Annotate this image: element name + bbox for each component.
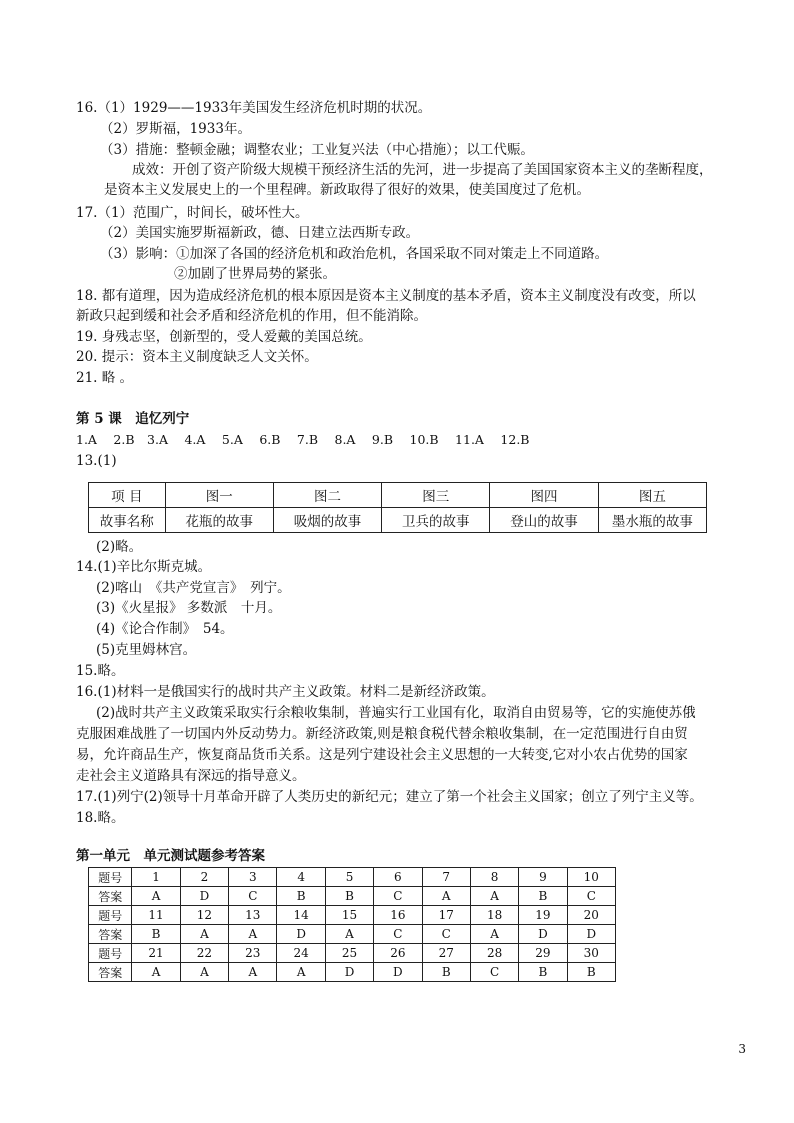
table-row	[89, 508, 707, 533]
l5-q16-2: (2)战时共产主义政策采取实行余粮收集制，普遍实行工业国有化，取消自由贸易等，它的实施使苏俄	[96, 705, 696, 721]
l5-q13-1: 13.(1)	[76, 453, 117, 469]
unit1-heading: 第一单元 单元测试题参考答案	[76, 848, 265, 864]
table-cell: D	[277, 925, 325, 944]
table-cell: 30	[567, 944, 615, 963]
table-cell: 13	[229, 906, 277, 925]
table-cell: A	[229, 925, 277, 944]
table-cell: D	[374, 963, 422, 982]
table-cell: 3	[229, 868, 277, 887]
table-cell: A	[470, 925, 518, 944]
table-cell: A	[180, 963, 228, 982]
table-cell: 题号	[89, 906, 132, 925]
table-cell: B	[277, 887, 325, 906]
answer-table	[88, 867, 616, 982]
table-cell: 4	[277, 868, 325, 887]
q20: 20. 提示：资本主义制度缺乏人文关怀。	[76, 349, 318, 365]
table-cell: B	[519, 887, 567, 906]
table-cell: 25	[325, 944, 373, 963]
table-cell: 卫兵的故事	[382, 508, 490, 533]
page-number: 3	[738, 1042, 746, 1056]
table-cell: 1	[132, 868, 180, 887]
table-cell: 登山的故事	[490, 508, 598, 533]
l5-q18: 18.略。	[76, 810, 125, 826]
table-cell: 5	[325, 868, 373, 887]
story-table	[88, 482, 707, 533]
table-cell: 图四	[490, 483, 598, 508]
table-cell: 8	[470, 868, 518, 887]
q17-2: （2）美国实施罗斯福新政，德、日建立法西斯专政。	[100, 225, 420, 241]
table-cell: B	[519, 963, 567, 982]
table-cell: B	[422, 963, 470, 982]
table-cell: 图五	[598, 483, 706, 508]
q17-3: （3）影响：①加深了各国的经济危机和政治危机，各国采取不同对策走上不同道路。	[100, 246, 609, 262]
table-cell: 20	[567, 906, 615, 925]
q18: 18. 都有道理，因为造成经济危机的根本原因是资本主义制度的基本矛盾，资本主义制度没有改变，所以	[76, 288, 696, 304]
table-cell: 28	[470, 944, 518, 963]
table-cell: C	[374, 887, 422, 906]
q16-3-effect-cont: 是资本主义发展史上的一个里程碑。新政取得了很好的效果，使美国度过了危机。	[104, 182, 590, 198]
table-cell: 故事名称	[89, 508, 166, 533]
table-cell: C	[374, 925, 422, 944]
table-cell: 21	[132, 944, 180, 963]
l5-q14-1: 14.(1)辛比尔斯克城。	[76, 559, 212, 575]
l5-q16-2-cont3: 走社会主义道路具有深远的指导意义。	[76, 768, 306, 784]
table-cell: A	[325, 925, 373, 944]
table-row	[89, 887, 616, 906]
table-cell: 2	[180, 868, 228, 887]
table-cell: 吸烟的故事	[273, 508, 381, 533]
table-cell: 22	[180, 944, 228, 963]
table-cell: A	[132, 963, 180, 982]
table-cell: C	[229, 887, 277, 906]
table-cell: A	[422, 887, 470, 906]
table-cell: 26	[374, 944, 422, 963]
table-cell: A	[229, 963, 277, 982]
q16-3-effect: 成效：开创了资产阶级大规模干预经济生活的先河，进一步提高了美国国家资本主义的垄断程度，	[132, 162, 713, 178]
table-cell: 墨水瓶的故事	[598, 508, 706, 533]
table-cell: 12	[180, 906, 228, 925]
table-cell: 图三	[382, 483, 490, 508]
q16-2: （2）罗斯福，1933年。	[100, 121, 251, 137]
l5-q13-2: (2)略。	[96, 539, 143, 555]
l5-q16-1: 16.(1)材料一是俄国实行的战时共产主义政策。材料二是新经济政策。	[76, 684, 495, 700]
table-cell: 答案	[89, 887, 132, 906]
table-cell: 答案	[89, 963, 132, 982]
table-row	[89, 483, 707, 508]
q19: 19. 身残志坚，创新型的，受人爱戴的美国总统。	[76, 329, 372, 345]
table-cell: B	[132, 925, 180, 944]
q17-1: 17.（1）范围广，时间长，破坏性大。	[76, 205, 309, 221]
l5-q14-5: (5)克里姆林宫。	[96, 642, 197, 658]
table-cell: 23	[229, 944, 277, 963]
table-cell: A	[180, 925, 228, 944]
lesson5-heading: 第 5 课 追忆列宁	[76, 411, 190, 427]
table-cell: 29	[519, 944, 567, 963]
l5-q17: 17.(1)列宁(2)领导十月革命开辟了人类历史的新纪元；建立了第一个社会主义国家；创立了列宁主义等。	[76, 789, 703, 805]
q17-3-cont: ②加剧了世界局势的紧张。	[174, 266, 336, 282]
table-cell: D	[567, 925, 615, 944]
table-cell: 答案	[89, 925, 132, 944]
l5-q14-2: (2)喀山 《共产党宣言》 列宁。	[96, 580, 291, 596]
table-cell: 7	[422, 868, 470, 887]
l5-q15: 15.略。	[76, 663, 125, 679]
l5-q14-4: (4)《论合作制》 54。	[96, 621, 234, 637]
table-cell: C	[422, 925, 470, 944]
table-cell: A	[277, 963, 325, 982]
table-row	[89, 868, 616, 887]
table-cell: 图二	[273, 483, 381, 508]
q21: 21. 略 。	[76, 370, 134, 386]
table-cell: 10	[567, 868, 615, 887]
table-cell: D	[180, 887, 228, 906]
table-cell: 16	[374, 906, 422, 925]
table-cell: A	[132, 887, 180, 906]
table-cell: 花瓶的故事	[165, 508, 273, 533]
l5-q16-2-cont2: 易，允许商品生产，恢复商品货币关系。这是列宁建设社会主义思想的一大转变,它对小农占优势的国家	[76, 747, 688, 763]
table-row	[89, 925, 616, 944]
table-row	[89, 944, 616, 963]
l5-choice-answers: 1.A 2.B 3.A 4.A 5.A 6.B 7.B 8.A 9.B 10.B 11.A 12.B	[76, 432, 530, 447]
l5-q16-2-cont1: 克服困难战胜了一切国内外反动势力。新经济政策,则是粮食税代替余粮收集制，在一定范围进行自由贸	[76, 726, 688, 742]
table-cell: 6	[374, 868, 422, 887]
table-cell: 题号	[89, 944, 132, 963]
q16-1: 16.（1）1929——1933年美国发生经济危机时期的状况。	[76, 100, 432, 116]
table-cell: C	[470, 963, 518, 982]
l5-q14-3: (3)《火星报》 多数派 十月。	[96, 600, 282, 616]
table-cell: 项 目	[89, 483, 166, 508]
table-cell: 题号	[89, 868, 132, 887]
table-cell: 24	[277, 944, 325, 963]
table-cell: 18	[470, 906, 518, 925]
table-cell: B	[567, 963, 615, 982]
table-cell: 19	[519, 906, 567, 925]
table-cell: 27	[422, 944, 470, 963]
table-cell: C	[567, 887, 615, 906]
table-cell: 9	[519, 868, 567, 887]
table-row	[89, 963, 616, 982]
table-cell: B	[325, 887, 373, 906]
table-cell: D	[519, 925, 567, 944]
q16-3: （3）措施：整顿金融；调整农业；工业复兴法（中心措施）；以工代赈。	[100, 142, 534, 158]
q18-cont: 新政只起到缓和社会矛盾和经济危机的作用，但不能消除。	[76, 308, 427, 324]
table-cell: 11	[132, 906, 180, 925]
table-cell: 15	[325, 906, 373, 925]
table-cell: 图一	[165, 483, 273, 508]
table-cell: D	[325, 963, 373, 982]
table-cell: A	[470, 887, 518, 906]
table-row	[89, 906, 616, 925]
table-cell: 17	[422, 906, 470, 925]
table-cell: 14	[277, 906, 325, 925]
